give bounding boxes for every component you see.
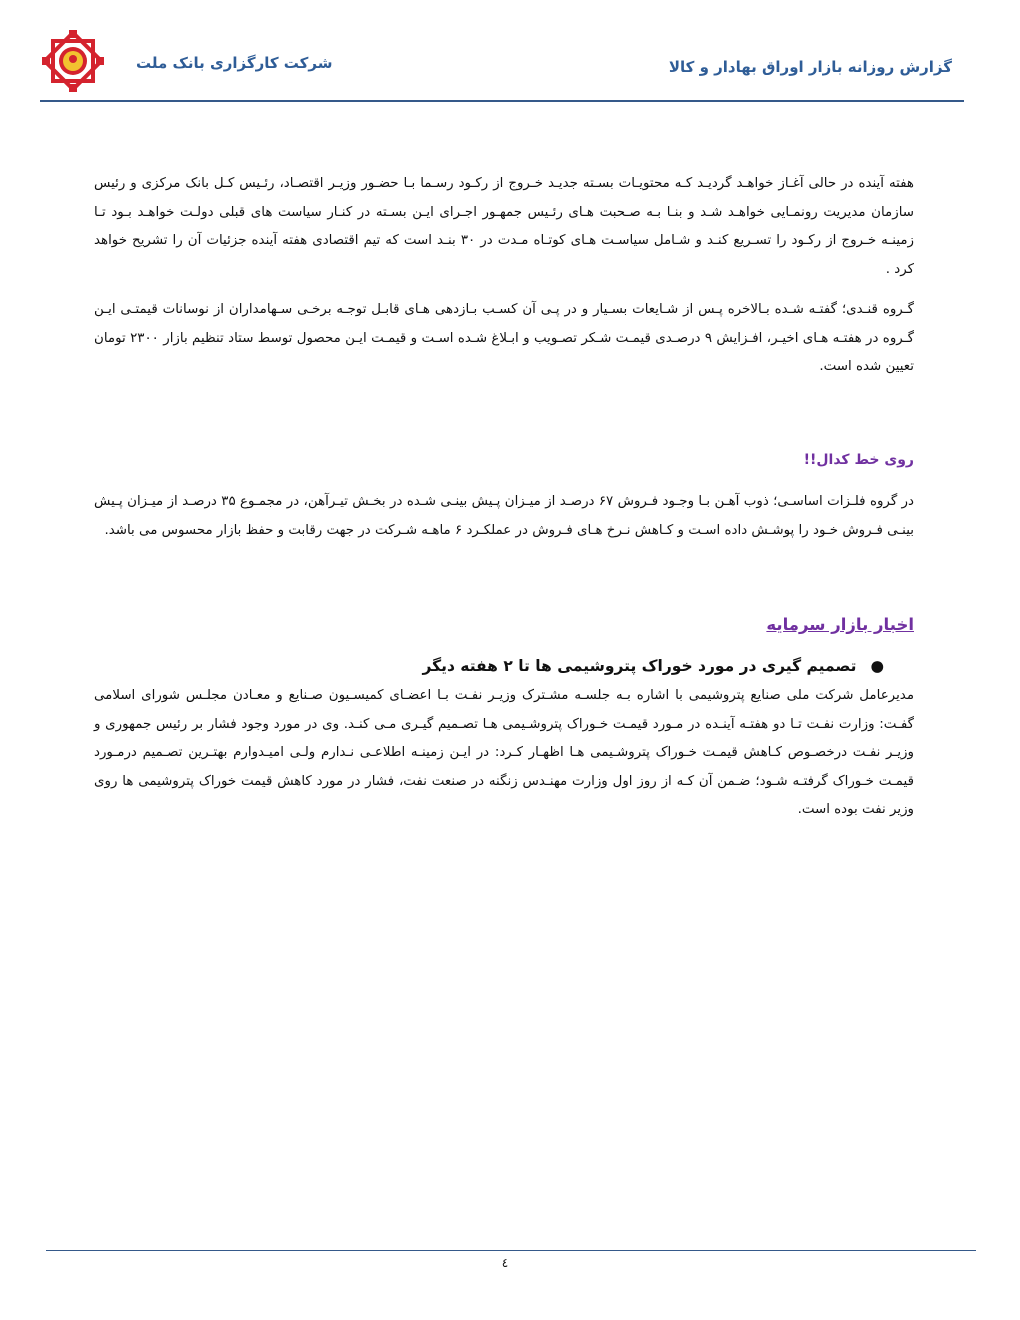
header-divider <box>40 100 964 102</box>
footer-divider <box>46 1250 976 1251</box>
news-headline: تصمیم گیری در مورد خوراک پتروشیمی ها تا ۲ هفته دیگر <box>422 656 857 675</box>
page-number: ٤ <box>501 1256 509 1270</box>
bullet-icon: ● <box>870 656 884 675</box>
paragraph-economy-package: هفته آینده در حالی آغـاز خواهـد گردیـد کـه محتویـات بسـته جدیـد خـروج از رکـود رسـما بـا حضـور وزیـر اقتصـاد، رئـیس کـل بانک مرکزی و رئیس سازمان مدیریت رونمـایی خواهـد شـد و بنـا بـه صـحبت هـای رئـیس جمهـور اجـرای ایـن بسـته در کنـار سیاست های قبلی دولـت خواهـد بـود تـا زمینـه خـروج از رکـود را تسـریع کنـد و شـامل سیاسـت هـای کوتـاه مـدت در ۳۰ بنـد است که تیم اقتصادی هفته آینده جزئیات آن را تشریح خواهد کرد . <box>94 176 914 277</box>
report-title: گزارش روزانه بازار اوراق بهادار و کالا <box>668 58 952 76</box>
codal-heading: روی خط کدال!! <box>803 451 914 468</box>
page-header <box>0 0 1020 110</box>
news-bullet-heading <box>94 652 914 681</box>
brokerage-name: شرکت کارگزاری بانک ملت <box>136 54 333 72</box>
paragraph-petrochemical-feedstock: مدیرعامل شرکت ملی صنایع پتروشیمی با اشاره بـه جلسـه مشـترک وزیـر نفـت بـا اعضـای کمیسـیون صـنایع و معـادن مجلـس شورای اسلامی گفـت: وزارت نفـت تـا دو هفتـه آینـده در مـورد قیمـت خـوراک پتروشـیمی هـا تصـمیم گیـری مـی کنـد. وی در مورد وجود فشار بر رئیس جمهوری و وزیـر نفـت درخصـوص کـاهش قیمـت خـوراک پتروشـیمی هـا اظهـار کـرد: در ایـن زمینـه اطلاعـی نـدارم ولـی امیـدوارم بهتـرین تصـمیم درمـورد قیمـت خـوراک گرفتـه شـود؛ ضـمن آن کـه از روز اول وزارت مهنـدس زنگنه در صنعت نفت، فشار در مورد کاهش قیمت خوراک پتروشیمی ها روی وزیر نفت بوده است. <box>94 688 914 817</box>
bank-mellat-logo-icon <box>40 28 106 94</box>
paragraph-sugar-group: گـروه قنـدی؛ گفتـه شـده بـالاخره پـس از شـایعات بسـیار و در پـی آن کسـب بـازدهی هـای قابـل توجـه برخـی سـهامداران از نوسانات قیمتـی ایـن گـروه در هفتـه هـای اخیـر، افـزایش ۹ درصـدی قیمـت شـکر تصـویب و ابـلاغ شـده اسـت و قیمـت ایـن محصول توسط ستاد تنظیم بازار ۲۳۰۰ تومان تعیین شده است. <box>94 302 914 374</box>
paragraph-basic-metals: در گروه فلـزات اساسـی؛ ذوب آهـن بـا وجـود فـروش ۶۷ درصـد از میـزان پـیش بینـی شـده در بخـش تیـرآهن، در مجمـوع ۳۵ درصـد از میـزان پـیش بینـی فـروش خـود را پوشـش داده اسـت و کـاهش نـرخ هـای فـروش در عملکـرد ۶ ماهـه شـرکت در جهت رقابت و حفظ بازار محسوس می باشد. <box>94 494 914 538</box>
page-content <box>94 170 914 825</box>
capital-market-news-heading: اخبار بازار سرمایه <box>766 615 914 634</box>
